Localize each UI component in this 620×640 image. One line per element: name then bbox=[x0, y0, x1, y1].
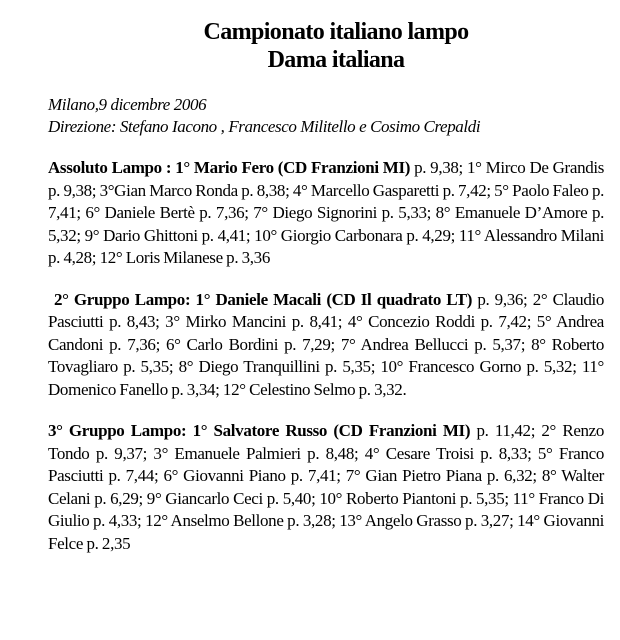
section-lead: 3° Gruppo Lampo: 1° Salvatore Russo (CD Franzioni MI) bbox=[48, 421, 471, 440]
results-assoluto-lampo bbox=[48, 157, 604, 270]
section-lead: Assoluto Lampo : 1° Mario Fero (CD Franzioni MI) bbox=[48, 158, 411, 177]
section-body: p. 11,42; 2° Renzo Tondo p. 9,37; 3° Emanuele Palmieri p. 8,48; 4° Cesare Troisi p. 8,33; 5° Franco Pasciutti p. 7,44; 6° Giovanni Piano p. 7,41; 7° Gian Pietro Piana p. 6,32; 8° Walter Celani p. 6,29; 9° Giancarlo Ceci p. 5,40; 10° Roberto Piantoni p. 5,35; 11° Franco Di Giulio p. 4,33; 12° Anselmo Bellone p. 3,28; 13° Angelo Grasso p. 3,27; 14° Giovanni Felce p. 2,35 bbox=[48, 421, 605, 553]
title-line-2: Dama italiana bbox=[267, 47, 405, 73]
section-body: p. 9,38; 1° Mirco De Grandis p. 9,38; 3°Gian Marco Ronda p. 8,38; 4° Marcello Gasparetti p. 7,42; 5° Paolo Faleo p. 7,41; 6° Daniele Bertè p. 7,36; 7° Diego Signorini p. 5,33; 8° Emanuele D’Amore p. 5,32; 9° Dario Ghittoni p. 4,41; 10° Giorgio Carbonara p. 4,29; 11° Alessandro Milani p. 4,28; 12° Loris Milanese p. 3,36 bbox=[48, 158, 605, 267]
event-meta bbox=[48, 94, 604, 138]
results-2-gruppo-lampo bbox=[48, 289, 604, 402]
document-title bbox=[48, 18, 604, 74]
direction-line: Direzione: Stefano Iacono , Francesco Militello e Cosimo Crepaldi bbox=[48, 117, 481, 136]
section-body: p. 9,36; 2° Claudio Pasciutti p. 8,43; 3° Mirko Mancini p. 8,41; 4° Concezio Roddi p. 7,42; 5° Andrea Candoni p. 7,36; 6° Carlo Bordini p. 7,29; 7° Andrea Bellucci p. 5,37; 8° Roberto Tovagliaro p. 5,35; 8° Diego Tranquillini p. 5,35; 10° Francesco Gorno p. 5,32; 11° Domenico Fanello p. 3,34; 12° Celestino Selmo p. 3,32. bbox=[48, 289, 604, 399]
document-page bbox=[48, 18, 604, 572]
section-lead: 2° Gruppo Lampo: 1° Daniele Macali (CD Il quadrato LT) bbox=[54, 289, 473, 309]
results-3-gruppo-lampo bbox=[48, 420, 604, 555]
title-line-1: Campionato italiano lampo bbox=[203, 19, 469, 45]
place-date: Milano,9 dicembre 2006 bbox=[48, 95, 207, 114]
